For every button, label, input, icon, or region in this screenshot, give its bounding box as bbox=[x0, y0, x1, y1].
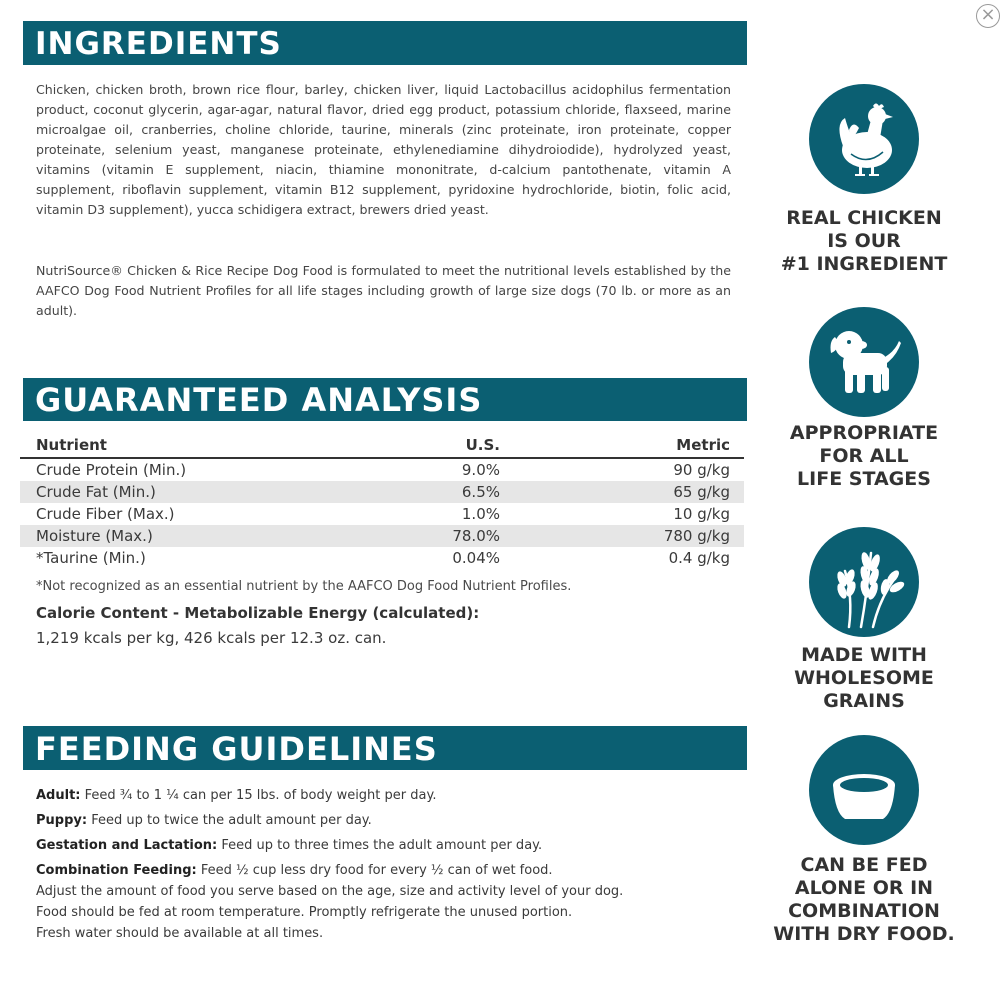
feeding-combination-line bbox=[36, 863, 553, 878]
table-row bbox=[20, 503, 744, 525]
caption-line: WHOLESOME bbox=[794, 667, 934, 689]
table-row bbox=[20, 458, 744, 481]
chicken-badge bbox=[809, 84, 919, 194]
metric-value-cell: 65 g/kg bbox=[514, 481, 744, 503]
ingredients-list: Chicken, chicken broth, brown rice flour, barley, chicken liver, liquid Lactobacillus acidophilus fermentation product, coconut glycerin, agar-agar, natural flavor, dried egg product, potassium chloride, flaxseed, marine microalgae oil, cranberries, choline chloride, taurine, minerals (zinc proteinate, iron proteinate, copper proteinate, selenium yeast, manganese proteinate, ethylenediamine dihydroiodide), hydrolyzed yeast, vitamins (vitamin E supplement, niacin, thiamine mononitrate, d-calcium pantothenate, vitamin A supplement, riboflavin supplement, vitamin B12 supplement, pyridoxine hydrochloride, biotin, folic acid, vitamin D3 supplement), yucca schidigera extract, brewers dried yeast. bbox=[36, 82, 731, 217]
caption-line: APPROPRIATE bbox=[789, 422, 939, 444]
table-row bbox=[20, 547, 744, 569]
grains-badge bbox=[809, 527, 919, 637]
dog-bowl-badge bbox=[809, 735, 919, 845]
nutrient-cell: Crude Fiber (Max.) bbox=[36, 505, 175, 523]
us-value-cell: 0.04% bbox=[452, 549, 500, 567]
aafco-statement: NutriSource® Chicken & Rice Recipe Dog Food is formulated to meet the nutritional levels established by the AAFCO Dog Food Nutrient Profiles for all life stages including growth of large size dogs (70 lb. or more as an adult). bbox=[36, 263, 731, 318]
metric-value-cell: 90 g/kg bbox=[673, 461, 730, 479]
us-column-header: U.S. bbox=[364, 433, 514, 458]
caption-line: #1 INGREDIENT bbox=[780, 253, 948, 275]
calorie-content-title: Calorie Content - Metabolizable Energy (calculated): bbox=[36, 604, 480, 622]
puppy-badge bbox=[809, 307, 919, 417]
nutrient-cell: Moisture (Max.) bbox=[20, 525, 364, 547]
caption-line: WITH DRY FOOD. bbox=[773, 923, 955, 945]
caption-line: LIFE STAGES bbox=[797, 468, 931, 490]
nutrient-column-header: Nutrient bbox=[20, 433, 364, 458]
guaranteed-analysis-heading: GUARANTEED ANALYSIS bbox=[23, 378, 747, 421]
feeding-gestation-line bbox=[36, 838, 542, 853]
feeding-adult-line bbox=[36, 788, 436, 803]
caption-line: ALONE OR IN bbox=[794, 877, 934, 899]
us-value-cell: 6.5% bbox=[364, 481, 514, 503]
nutrient-cell: Crude Protein (Min.) bbox=[36, 461, 187, 479]
puppy-icon bbox=[809, 307, 919, 417]
wheat-icon bbox=[809, 527, 919, 637]
feeding-puppy-text: Feed up to twice the adult amount per day. bbox=[87, 813, 372, 828]
taurine-footnote: *Not recognized as an essential nutrient by the AAFCO Dog Food Nutrient Profiles. bbox=[36, 579, 572, 594]
caption-line: REAL CHICKEN bbox=[786, 207, 942, 229]
feeding-combination-text: Feed ½ cup less dry food for every ½ can of wet food. bbox=[196, 863, 553, 878]
feeding-guidelines-heading: FEEDING GUIDELINES bbox=[23, 726, 747, 770]
close-icon: × bbox=[980, 4, 996, 25]
grains-badge-caption bbox=[760, 644, 968, 713]
feeding-adult-text: Feed ¾ to 1 ¼ can per 15 lbs. of body weight per day. bbox=[80, 788, 437, 803]
caption-line: COMBINATION bbox=[788, 900, 940, 922]
life-stages-badge-caption bbox=[760, 422, 968, 491]
caption-line: CAN BE FED bbox=[800, 854, 928, 876]
metric-column-header: Metric bbox=[514, 433, 744, 458]
close-button[interactable] bbox=[976, 4, 1000, 28]
caption-line: GRAINS bbox=[823, 690, 905, 712]
feeding-puppy-line bbox=[36, 813, 372, 828]
us-value-cell: 78.0% bbox=[364, 525, 514, 547]
combination-badge-caption bbox=[760, 854, 968, 946]
table-row bbox=[20, 481, 744, 503]
calorie-content-value: 1,219 kcals per kg, 426 kcals per 12.3 oz. can. bbox=[36, 629, 387, 647]
caption-line: MADE WITH bbox=[801, 644, 927, 666]
caption-line: FOR ALL bbox=[819, 445, 909, 467]
nutrient-cell: *Taurine (Min.) bbox=[36, 549, 146, 567]
us-value-cell: 9.0% bbox=[461, 461, 500, 479]
us-value-cell: 1.0% bbox=[461, 505, 500, 523]
feeding-note-temperature: Food should be fed at room temperature. Promptly refrigerate the unused portion. bbox=[36, 905, 573, 920]
feeding-note-water: Fresh water should be available at all times. bbox=[36, 926, 324, 941]
ingredients-heading: INGREDIENTS bbox=[23, 21, 747, 65]
caption-line: IS OUR bbox=[827, 230, 901, 252]
chicken-icon bbox=[809, 84, 919, 194]
feeding-adult-label: Adult: bbox=[36, 788, 81, 803]
chicken-badge-caption bbox=[760, 207, 968, 276]
feeding-note-adjust: Adjust the amount of food you serve based on the age, size and activity level of your dog. bbox=[36, 884, 624, 899]
feeding-gestation-label: Gestation and Lactation: bbox=[36, 838, 218, 853]
metric-value-cell: 780 g/kg bbox=[514, 525, 744, 547]
feeding-puppy-label: Puppy: bbox=[36, 813, 88, 828]
feeding-gestation-text: Feed up to three times the adult amount per day. bbox=[217, 838, 543, 853]
dog-bowl-icon bbox=[809, 735, 919, 845]
metric-value-cell: 10 g/kg bbox=[673, 505, 730, 523]
guaranteed-analysis-table bbox=[20, 433, 744, 569]
table-row bbox=[20, 525, 744, 547]
feeding-combination-label: Combination Feeding: bbox=[36, 863, 197, 878]
nutrient-cell: Crude Fat (Min.) bbox=[20, 481, 364, 503]
metric-value-cell: 0.4 g/kg bbox=[668, 549, 730, 567]
table-header-row bbox=[20, 433, 744, 458]
